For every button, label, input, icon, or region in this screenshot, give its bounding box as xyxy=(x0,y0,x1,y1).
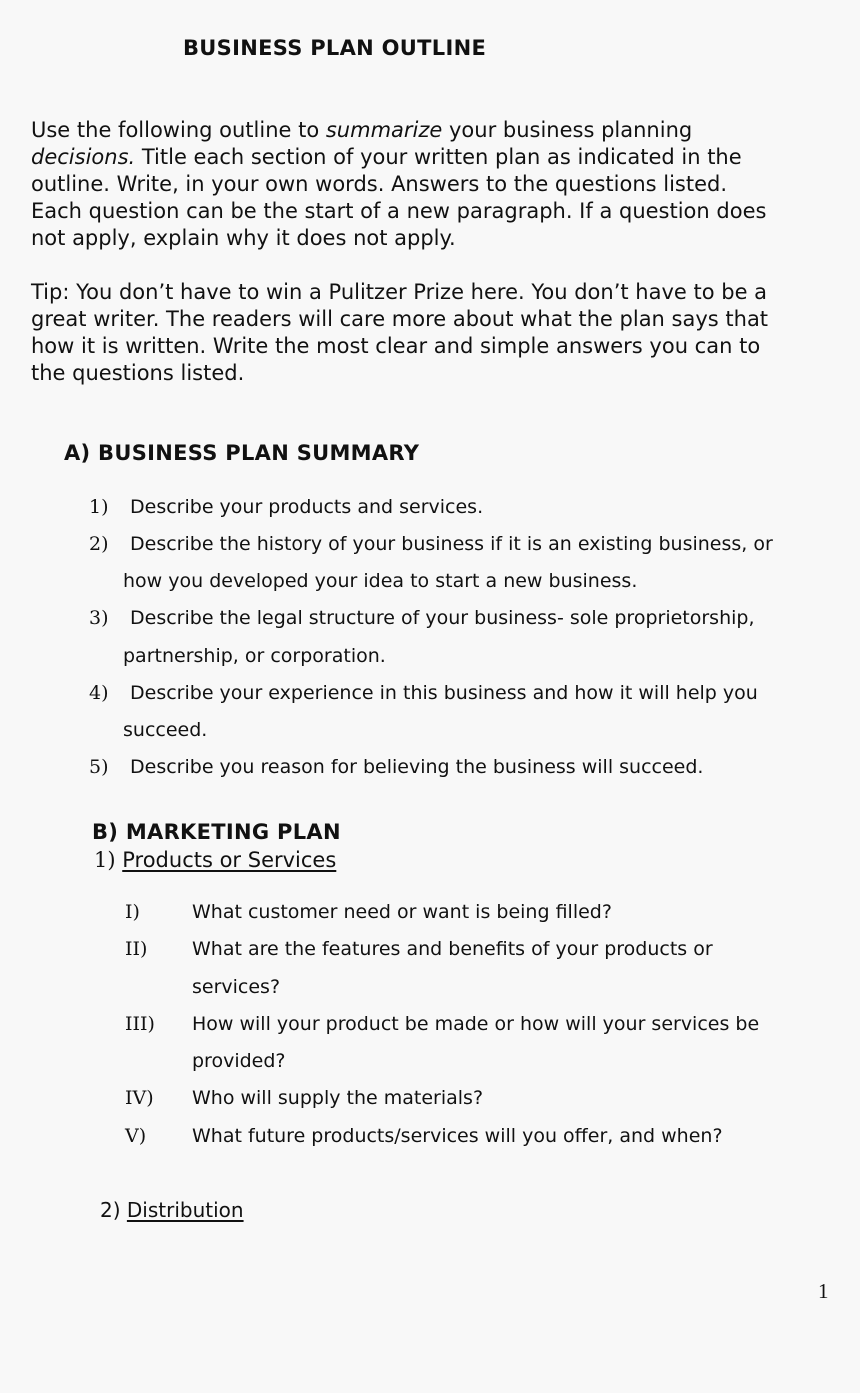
question-continuation: services? xyxy=(192,976,281,998)
section-a-heading: A) BUSINESS PLAN SUMMARY xyxy=(64,441,420,465)
question-text: Who will supply the materials? xyxy=(192,1087,484,1109)
question-numeral: III) xyxy=(125,1013,155,1035)
question-text: What customer need or want is being filled? xyxy=(192,901,612,923)
summary-item-text: Describe your products and services. xyxy=(130,496,484,518)
subsection-number: 2) xyxy=(100,1198,127,1222)
subsection-label: Products or Services xyxy=(122,848,337,872)
summary-item-text: Describe your experience in this business and how it will help you xyxy=(130,682,758,704)
tip-paragraph xyxy=(31,279,841,387)
summary-item-number: 4) xyxy=(89,682,109,704)
question-numeral: I) xyxy=(125,901,140,923)
page-title: BUSINESS PLAN OUTLINE xyxy=(183,36,487,60)
summary-item-number: 1) xyxy=(89,496,109,518)
subsection-label: Distribution xyxy=(126,1198,244,1222)
summary-item-text: Describe you reason for believing the business will succeed. xyxy=(130,756,704,778)
summary-item-continuation: partnership, or corporation. xyxy=(123,645,386,667)
question-continuation: provided? xyxy=(192,1050,286,1072)
intro-line-2: decisions. Title each section of your written plan as indicated in the xyxy=(31,145,742,169)
tip-line-2: great writer. The readers will care more about what the plan says that xyxy=(31,307,769,331)
intro-line-3: outline. Write, in your own words. Answers to the questions listed. xyxy=(31,172,728,196)
summary-item-number: 5) xyxy=(89,756,109,778)
summary-item-continuation: how you developed your idea to start a new business. xyxy=(123,570,638,592)
tip-line-3: how it is written. Write the most clear and simple answers you can to xyxy=(31,334,761,358)
summary-item-number: 2) xyxy=(89,533,109,555)
question-numeral: V) xyxy=(125,1125,147,1147)
question-text: What are the features and benefits of your products or xyxy=(192,938,713,960)
intro-line-1: Use the following outline to summarize your business planning xyxy=(31,118,693,142)
question-text: What future products/services will you offer, and when? xyxy=(192,1125,723,1147)
subsection-distribution xyxy=(100,1198,244,1222)
question-text: How will your product be made or how will your services be xyxy=(192,1013,760,1035)
intro-line-4: Each question can be the start of a new paragraph. If a question does xyxy=(31,199,767,223)
section-b-heading: B) MARKETING PLAN xyxy=(92,820,341,844)
summary-item-number: 3) xyxy=(89,607,109,629)
page-number: 1 xyxy=(818,1279,829,1303)
summary-item-text: Describe the legal structure of your business- sole proprietorship, xyxy=(130,607,755,629)
intro-line-5: not apply, explain why it does not apply. xyxy=(31,226,456,250)
summary-item-continuation: succeed. xyxy=(123,719,208,741)
intro-paragraph xyxy=(31,117,841,252)
subsection-products-services xyxy=(94,848,336,872)
summary-item-text: Describe the history of your business if it is an existing business, or xyxy=(130,533,773,555)
subsection-number: 1) xyxy=(94,848,123,872)
tip-line-4: the questions listed. xyxy=(31,361,245,385)
question-numeral: II) xyxy=(125,938,148,960)
tip-line-1: Tip: You don’t have to win a Pulitzer Prize here. You don’t have to be a xyxy=(31,280,768,304)
question-numeral: IV) xyxy=(125,1087,154,1109)
